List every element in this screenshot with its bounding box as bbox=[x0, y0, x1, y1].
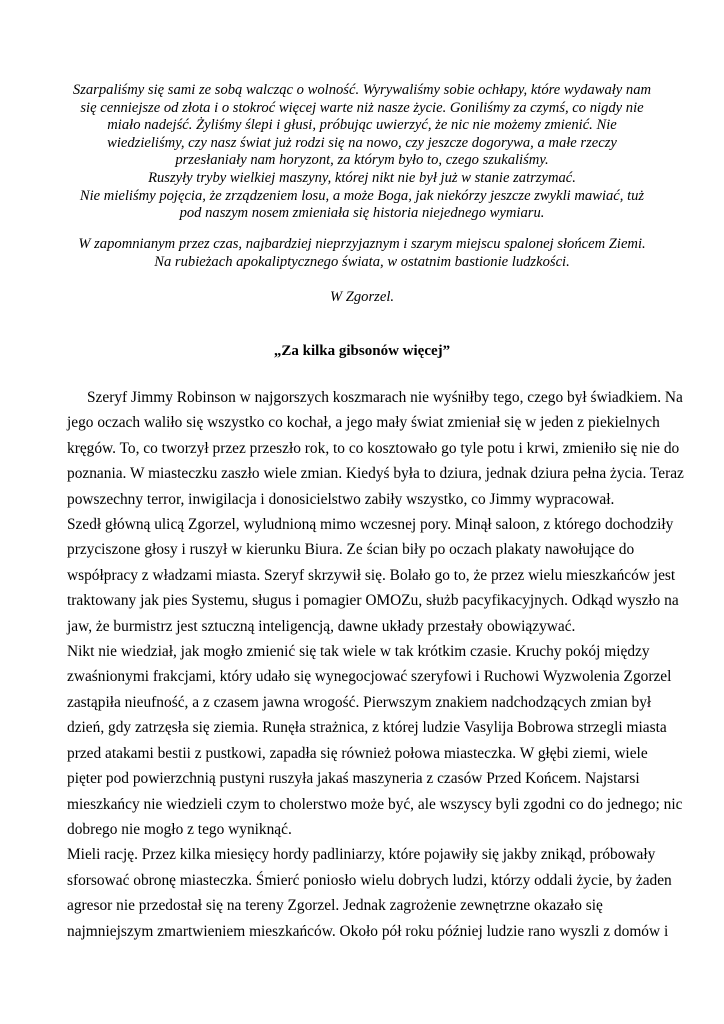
body-paragraph bbox=[67, 385, 684, 512]
body-line: powszechny terror, inwigilacja i donosicielstwo zabiły wszystko, co Jimmy wypracował. bbox=[67, 490, 615, 508]
body-line: dobrego nie mogło z tego wyniknąć. bbox=[67, 820, 292, 838]
intro-line: się cenniejsze od złota i o stokroć więcej warte niż nasze życie. Goniliśmy za czymś, co nigdy nie bbox=[80, 99, 644, 116]
intro-line: Na rubieżach apokaliptycznego świata, w ostatnim bastionie ludzkości. bbox=[154, 253, 570, 270]
intro-paragraph bbox=[60, 236, 664, 271]
intro-line: Szarpaliśmy się sami ze sobą walcząc o wolność. Wyrywaliśmy sobie ochłapy, które wydawały nam bbox=[72, 82, 652, 98]
intro-paragraph bbox=[60, 82, 664, 223]
body-line: jaw, że burmistrz jest sztuczną inteligencją, dawne układy przestały obowiązywać. bbox=[67, 617, 576, 635]
body-line: zwaśnionymi frakcjami, który udało się wynegocjować szeryfowi i Ruchowi Wyzwolenia Zgorzel bbox=[67, 668, 672, 686]
story-title: „Za kilka gibsonów więcej” bbox=[273, 343, 451, 359]
body-line: agresor nie przedostał się na tereny Zgorzel. Jednak zagrożenie zewnętrzne okazało się bbox=[67, 897, 603, 915]
intro-paragraph bbox=[60, 289, 664, 307]
body-line: sforsować obronę miasteczka. Śmierć poniosło wielu dobrych ludzi, którzy oddali życie, by żaden bbox=[67, 871, 672, 889]
body-line: dzień, gdy zatrzęsła się ziemia. Runęła strażnica, z której ludzie Vasylija Bobrowa strzegli miasta bbox=[67, 719, 667, 737]
body-line: traktowany jak pies Systemu, sługus i pomagier OMOZu, służb pacyfikacyjnych. Odkąd wyszło na bbox=[67, 592, 679, 610]
body-paragraph bbox=[67, 639, 683, 842]
intro-prologue bbox=[60, 82, 664, 223]
body-line: przed atakami bestii z pustkowi, zapadła się również połowa miasteczka. W głębi ziemi, wiele bbox=[67, 744, 648, 762]
body-line: najmniejszym zmartwieniem mieszkańców. Około pół roku później ludzie rano wyszli z domów i bbox=[67, 922, 669, 940]
body-line: zastąpiła nieufność, a z czasem jawna wrogość. Pierwszym znakiem nadchodzących zmian był bbox=[67, 693, 652, 711]
body-line: poznania. W miasteczku zaszło wiele zmian. Kiedyś była to dziura, jednak dziura pełna życia. Teraz bbox=[67, 465, 684, 483]
intro-setting bbox=[60, 236, 664, 271]
body-line: Szeryf Jimmy Robinson w najgorszych koszmarach nie wyśniłby tego, czego był świadkiem. Na bbox=[87, 389, 683, 406]
body-line: przyciszone głosy i ruszył w kierunku Biura. Ze ścian biły po oczach plakaty nawołujące do bbox=[67, 541, 635, 559]
body-line: współpracy z władzami miasta. Szeryf skrzywił się. Bolało go to, że przez wielu mieszkańców jest bbox=[67, 566, 676, 584]
story-body bbox=[67, 385, 684, 944]
body-line: Nikt nie wiedział, jak mogło zmienić się tak wiele w tak krótkim czasie. Kruchy pokój między bbox=[67, 643, 650, 661]
body-line: kręgów. To, co tworzył przez przeszło rok, to co kosztowało go tyle potu i krwi, zmieniło się nie do bbox=[67, 439, 680, 457]
body-line: Mieli rację. Przez kilka miesięcy hordy padliniarzy, które pojawiły się jakby znikąd, próbowały bbox=[67, 846, 656, 864]
body-line: Szedł główną ulicą Zgorzel, wyludnioną mimo wczesnej pory. Minął saloon, z którego dochodziły bbox=[67, 516, 674, 534]
intro-line: przesłaniały nam horyzont, za którym było to, czego szukaliśmy. bbox=[175, 152, 549, 169]
intro-line: W zapomnianym przez czas, najbardziej nieprzyjaznym i szarym miejscu spalonej słońcem Ziemi. bbox=[78, 236, 646, 252]
intro-line: pod naszym nosem zmieniała się historia niejednego wymiaru. bbox=[179, 205, 545, 222]
body-line: jego oczach waliło się wszystko co kochał, a jego mały świat zmieniał się w jeden z piekielnych bbox=[67, 414, 660, 432]
intro-line: Nie mieliśmy pojęcia, że zrządzeniem losu, a może Boga, jak niekórzy jeszcze zwykli mawiać, tuż bbox=[79, 187, 645, 204]
intro-location bbox=[60, 289, 664, 307]
body-paragraph bbox=[67, 842, 672, 944]
intro-line: W Zgorzel. bbox=[329, 289, 395, 305]
body-line: pięter pod powierzchnią pustyni ruszyła jakaś maszyneria z czasów Przed Końcem. Najstarsi bbox=[67, 770, 640, 788]
body-line: mieszkańcy nie wiedzieli czym to cholerstwo może być, ale wszyscy byli zgodni co do jednego; nic bbox=[67, 795, 683, 813]
intro-line: miało nadejść. Żyliśmy ślepi i głusi, próbując uwierzyć, że nic nie możemy zmienić. Nie bbox=[107, 117, 617, 134]
intro-line: wiedzieliśmy, czy nasz świat już rodzi się na nowo, czy jeszcze dogorywa, a małe rzeczy bbox=[107, 134, 617, 151]
body-paragraph bbox=[67, 512, 679, 639]
intro-line: Ruszyły tryby wielkiej maszyny, której nikt nie był już w stanie zatrzymać. bbox=[148, 169, 576, 186]
